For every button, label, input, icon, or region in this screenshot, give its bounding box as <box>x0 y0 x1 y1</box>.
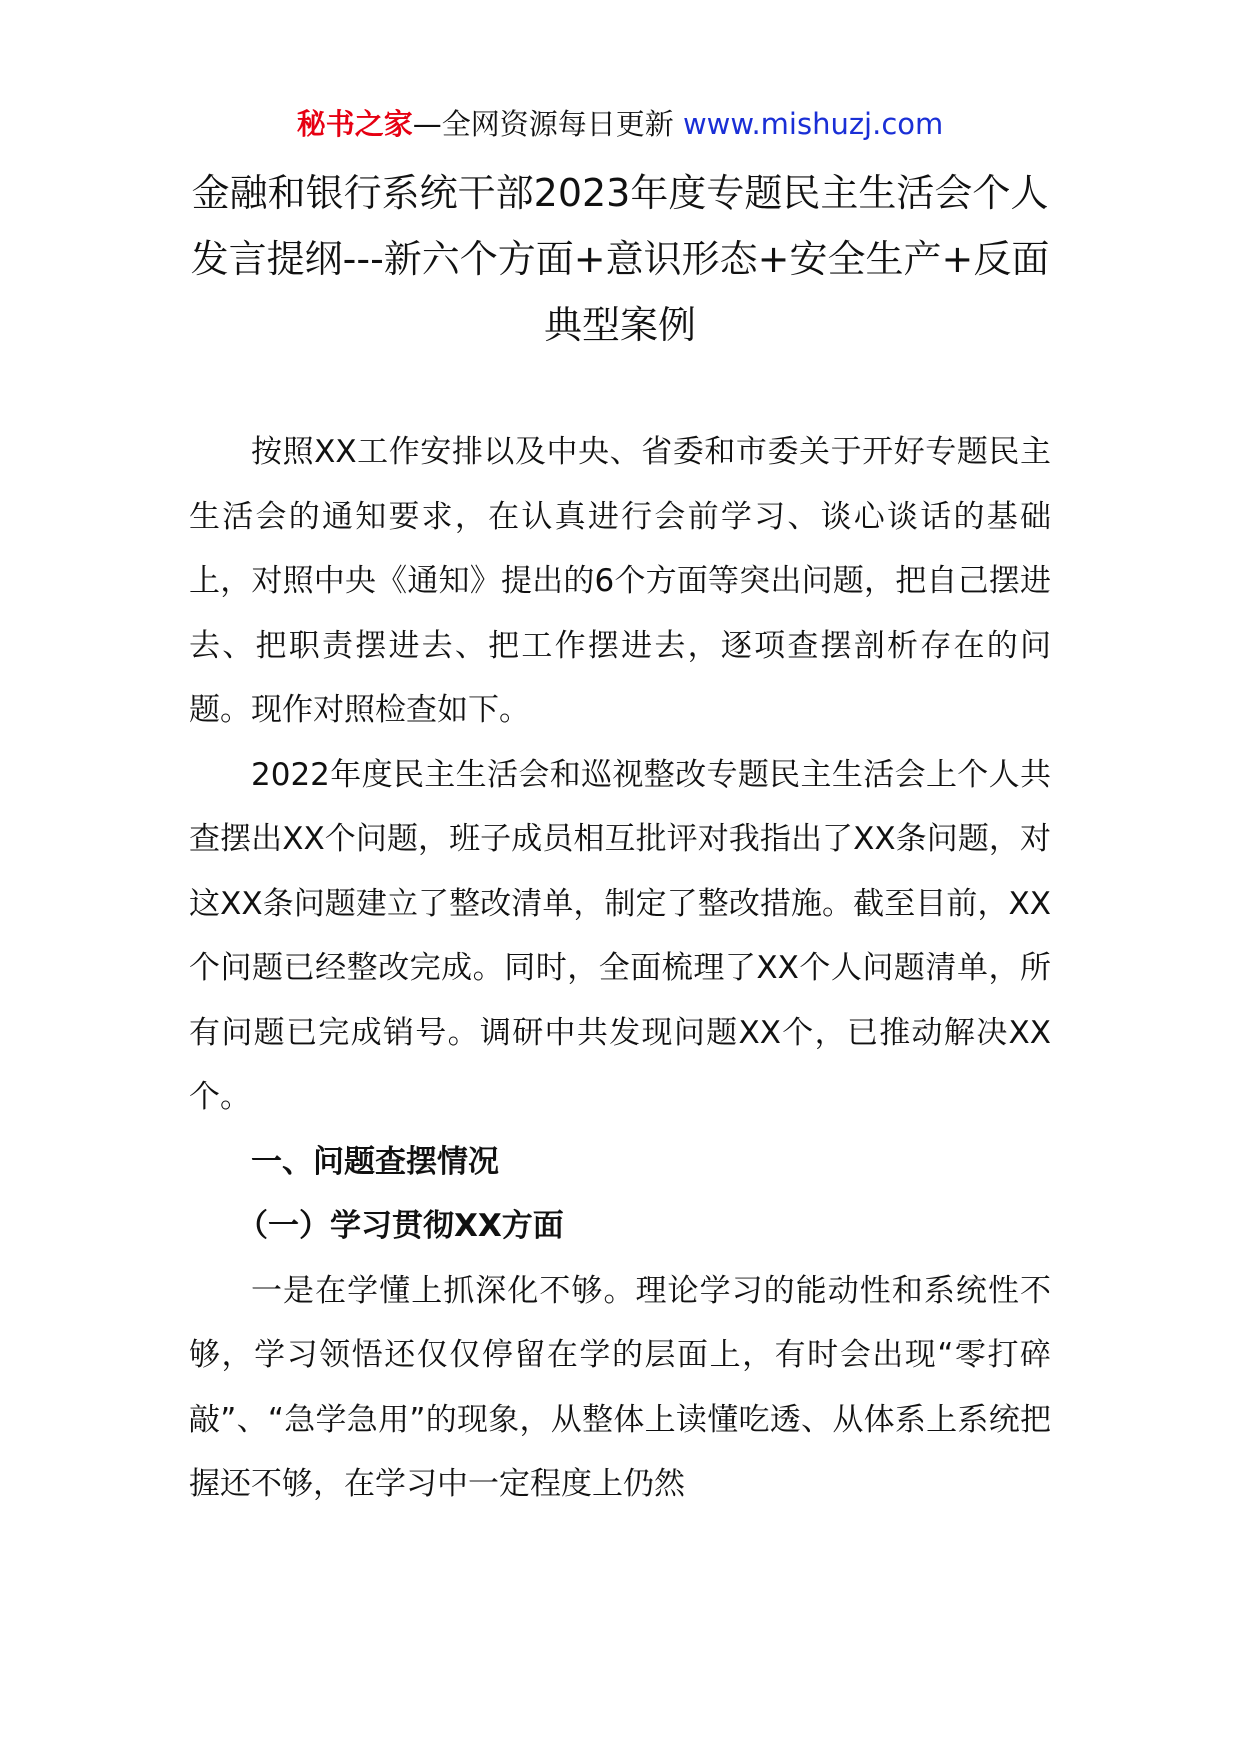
site-url-link[interactable]: www.mishuzj.com <box>682 107 944 141</box>
subsection-paragraph: 一是在学懂上抓深化不够。理论学习的能动性和系统性不够，学习领悟还仅仅停留在学的层面上，有时会出现“零打碎敲”、“急学急用”的现象，从整体上读懂吃透、从体系上系统把握还不够，在学习中一定程度上仍然 <box>189 1272 1051 1502</box>
site-header <box>0 104 1240 144</box>
document-body <box>189 420 1051 1517</box>
intro-paragraph: 按照XX工作安排以及中央、省委和市委关于开好专题民主生活会的通知要求，在认真进行会前学习、谈心谈话的基础上，对照中央《通知》提出的6个方面等突出问题，把自己摆进去、把职责摆进去、把工作摆进去，逐项查摆剖析存在的问题。现作对照检查如下。 <box>189 434 1051 728</box>
subsection-heading: （一）学习贯彻XX方面 <box>237 1208 564 1244</box>
brand-name: 秘书之家 <box>296 107 413 141</box>
review-paragraph: 2022年度民主生活会和巡视整改专题民主生活会上个人共查摆出XX个问题，班子成员相互批评对我指出了XX条问题，对这XX条问题建立了整改清单，制定了整改措施。截至目前，XX个问题已经整改完成。同时，全面梳理了XX个人问题清单，所有问题已完成销号。调研中共发现问题XX个，已推动解决XX个。 <box>189 756 1051 1115</box>
site-tagline: —全网资源每日更新 <box>412 107 674 141</box>
document-title: 金融和银行系统干部2023年度专题民主生活会个人发言提纲---新六个方面+意识形态+安全生产+反面典型案例 <box>190 171 1050 347</box>
section-heading: 一、问题查摆情况 <box>251 1143 499 1180</box>
